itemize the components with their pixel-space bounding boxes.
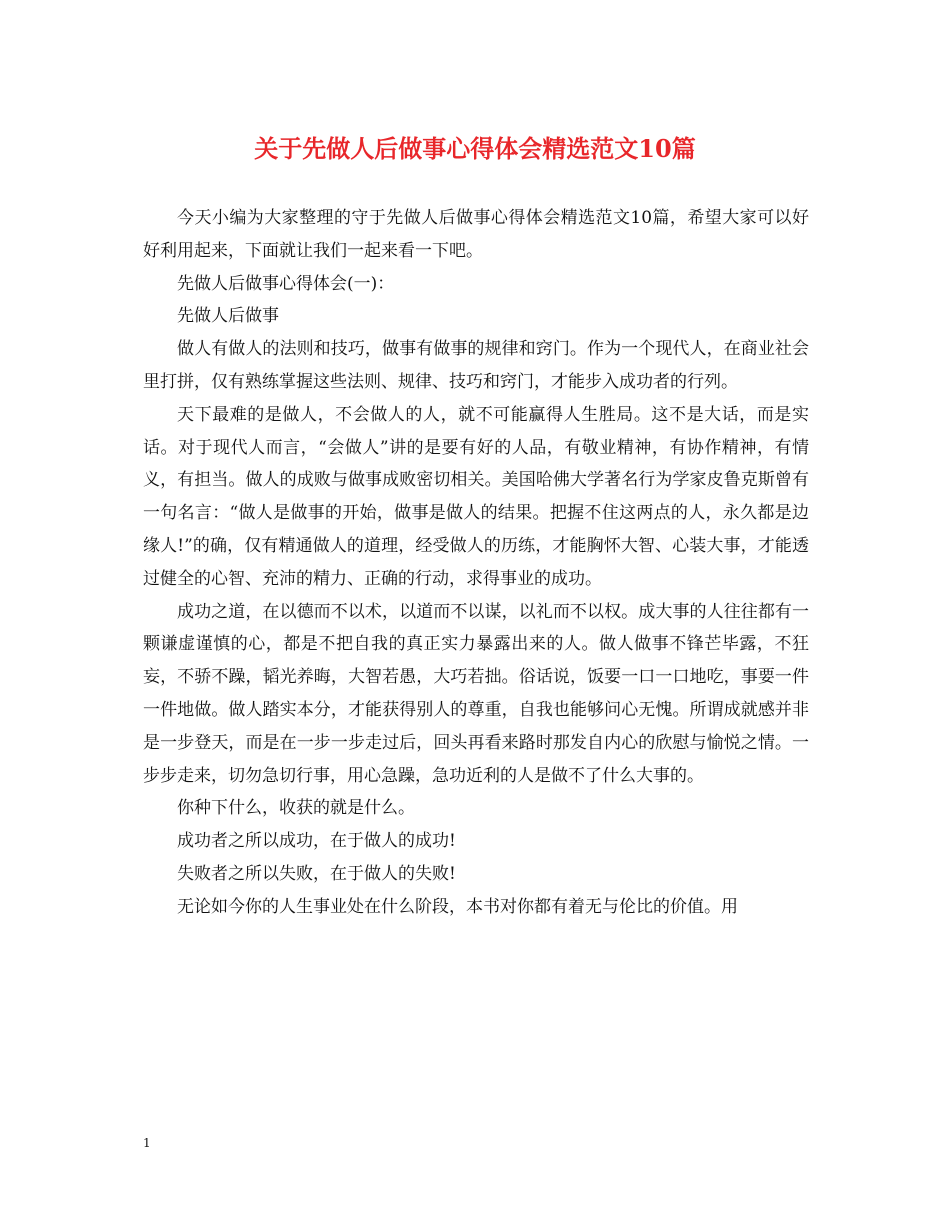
paragraph-body: 天下最难的是做人，不会做人的人，就不可能赢得人生胜局。这不是大话，而是实话。对于现代人而言，“会做人”讲的是要有好的人品，有敬业精神，有协作精神，有情义，有担当。做人的成败与做事成败密切相关。美国哈佛大学著名行为学家皮鲁克斯曾有一句名言：“做人是做事的开始，做事是做人的结果。把握不住这两点的人，永久都是边缘人!”的确，仅有精通做人的道理，经受做人的历练，才能胸怀大智、心装大事，才能透过健全的心智、充沛的精力、正确的行动，求得事业的成功。 (143, 404, 809, 589)
paragraph-subtitle: 先做人后做事 (177, 306, 279, 327)
paragraph-body: 做人有做人的法则和技巧，做事有做事的规律和窍门。作为一个现代人，在商业社会里打拼，仅有熟练掌握这些法则、规律、技巧和窍门，才能步入成功者的行列。 (143, 339, 809, 392)
paragraph-body: 失败者之所以失败，在于做人的失败! (177, 863, 456, 884)
paragraph-body: 成功者之所以成功，在于做人的成功! (177, 831, 456, 852)
paragraph-section-heading: 先做人后做事心得体会(一)： (177, 273, 395, 294)
paragraph-intro: 今天小编为大家整理的守于先做人后做事心得体会精选范文10篇，希望大家可以好好利用起来，下面就让我们一起来看一下吧。 (143, 208, 809, 261)
paragraph-body: 你种下什么，收获的就是什么。 (177, 798, 415, 819)
document-body (143, 202, 809, 924)
page-number: 1 (143, 1136, 151, 1150)
document-title: 关于先做人后做事心得体会精选范文10篇 (254, 134, 696, 163)
paragraph-body: 成功之道，在以德而不以术，以道而不以谋，以礼而不以权。成大事的人往往都有一颗谦虚谨慎的心，都是不把自我的真正实力暴露出来的人。做人做事不锋芒毕露，不狂妄，不骄不躁，韬光养晦，大智若愚，大巧若拙。俗话说，饭要一口一口地吃，事要一件一件地做。做人踏实本分，才能获得别人的尊重，自我也能够问心无愧。所谓成就感并非是一步登天，而是在一步一步走过后，回头再看来路时那发自内心的欣慰与愉悦之情。一步步走来，切勿急切行事，用心急躁，急功近利的人是做不了什么大事的。 (143, 601, 809, 786)
paragraph-body: 无论如今你的人生事业处在什么阶段，本书对你都有着无与伦比的价值。用 (177, 896, 738, 917)
